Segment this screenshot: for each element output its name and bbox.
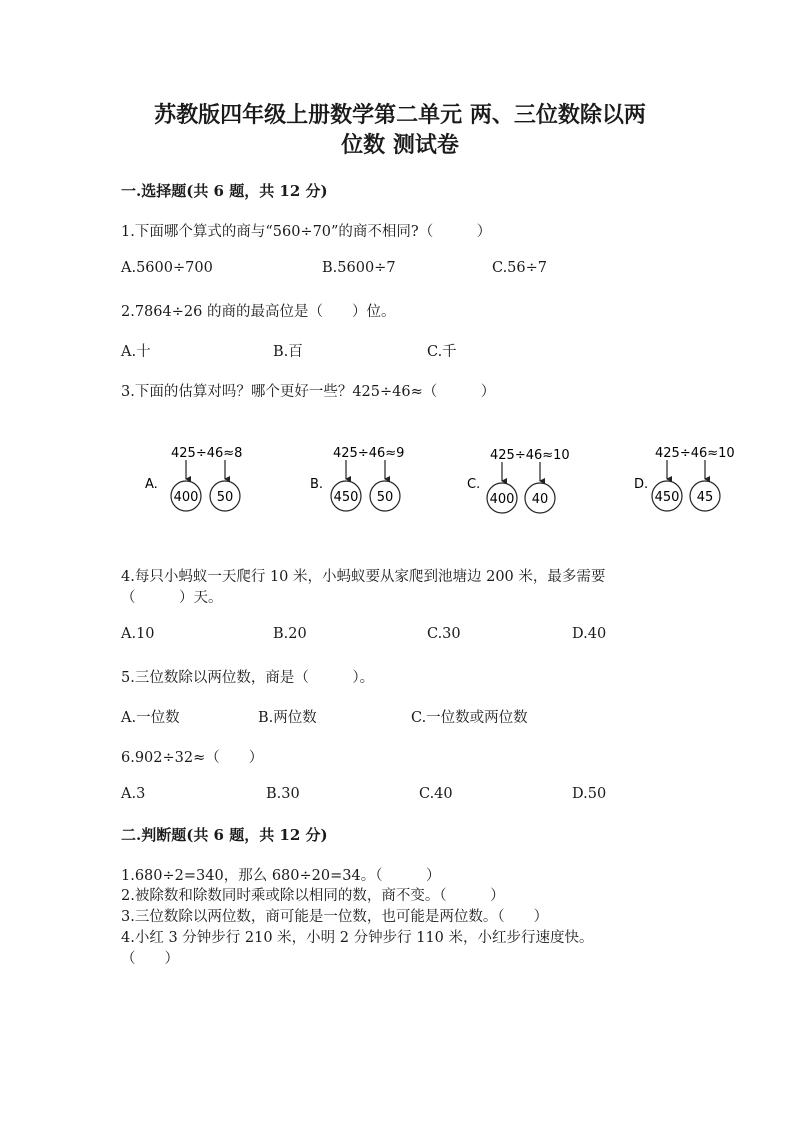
figure-option-d-value-left: 450 [654, 490, 680, 505]
question-6: 6.902÷32≈（ ） [121, 750, 264, 766]
judge-question-3: 3.三位数除以两位数，商可能是一位数，也可能是两位数。（ ） [121, 909, 549, 925]
question-2-option-b[interactable]: B.百 [273, 344, 303, 360]
figure-option-a-value-left: 400 [173, 490, 199, 505]
judge-section-heading: 二.判断题(共 6 题，共 12 分) [121, 826, 328, 844]
question-1-option-a[interactable]: A.5600÷700 [121, 260, 213, 276]
judge-question-4-line-1: 4.小红 3 分钟步行 210 米，小明 2 分钟步行 110 米，小红步行速度快。 [121, 930, 594, 946]
question-4-line-1: 4.每只小蚂蚁一天爬行 10 米，小蚂蚁要从家爬到池塘边 200 米，最多需要 [121, 569, 606, 585]
question-6-option-c[interactable]: C.40 [419, 786, 453, 802]
question-6-option-d[interactable]: D.50 [572, 786, 607, 802]
figure-option-b[interactable] [310, 446, 404, 511]
figure-option-b-label: B. [310, 477, 324, 492]
question-4-option-c[interactable]: C.30 [427, 626, 461, 642]
figure-option-b-value-left: 450 [333, 490, 359, 505]
figure-option-c-value-left: 400 [489, 492, 515, 507]
figure-option-a-value-right: 50 [216, 490, 234, 505]
figure-option-a[interactable] [145, 446, 242, 511]
question-5-option-c[interactable]: C.一位数或两位数 [411, 710, 528, 726]
choice-section-heading: 一.选择题(共 6 题，共 12 分) [121, 182, 328, 200]
question-4-line-2: （ ）天。 [121, 590, 223, 606]
question-4-option-b[interactable]: B.20 [273, 626, 307, 642]
figure-option-c-label: C. [467, 477, 481, 492]
judge-question-4-line-2: （ ） [121, 951, 179, 967]
figure-option-a-label: A. [145, 477, 158, 492]
figure-option-d[interactable] [634, 446, 735, 511]
question-1-option-b[interactable]: B.5600÷7 [322, 260, 396, 276]
figure-option-b-expression: 425÷46≈9 [333, 446, 405, 461]
figure-option-d-expression: 425÷46≈10 [655, 446, 735, 461]
question-5-option-a[interactable]: A.一位数 [121, 710, 180, 726]
title-line-2: 位数 测试卷 [341, 132, 459, 158]
figure-option-d-value-right: 45 [696, 490, 714, 505]
question-2-option-c[interactable]: C.千 [427, 344, 457, 360]
figure-option-c-value-right: 40 [531, 492, 549, 507]
question-1-option-c[interactable]: C.56÷7 [492, 260, 548, 276]
question-5: 5.三位数除以两位数，商是（ ）。 [121, 670, 375, 686]
page-title [0, 100, 800, 160]
question-1: 1.下面哪个算式的商与“560÷70”的商不相同?（ ） [121, 224, 492, 240]
question-3: 3.下面的估算对吗？哪个更好一些？425÷46≈（ ） [121, 384, 496, 400]
question-4-option-a[interactable]: A.10 [121, 626, 155, 642]
figure-option-a-expression: 425÷46≈8 [171, 446, 243, 461]
figure-option-c[interactable] [467, 448, 570, 513]
judge-question-2: 2.被除数和除数同时乘或除以相同的数，商不变。（ ） [121, 888, 505, 904]
figure-option-d-label: D. [634, 477, 649, 492]
question-4-option-d[interactable]: D.40 [572, 626, 607, 642]
title-line-1: 苏教版四年级上册数学第二单元 两、三位数除以两 [154, 102, 646, 128]
question-6-option-a[interactable]: A.3 [121, 786, 146, 802]
estimation-figure [130, 436, 770, 526]
question-5-option-b[interactable]: B.两位数 [258, 710, 317, 726]
question-6-option-b[interactable]: B.30 [266, 786, 300, 802]
figure-option-b-value-right: 50 [376, 490, 394, 505]
question-2: 2.7864÷26 的商的最高位是（ ）位。 [121, 304, 396, 320]
figure-option-c-expression: 425÷46≈10 [490, 448, 570, 463]
judge-question-1: 1.680÷2=340，那么 680÷20=34。（ ） [121, 868, 441, 884]
question-2-option-a[interactable]: A.十 [121, 344, 151, 360]
